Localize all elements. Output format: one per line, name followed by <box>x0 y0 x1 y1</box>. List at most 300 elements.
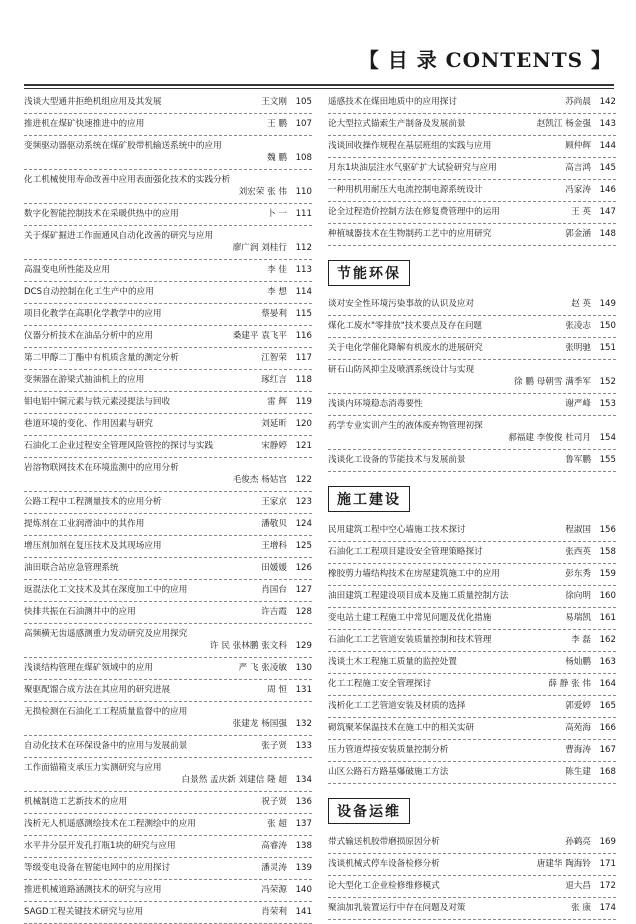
toc-entry-author: 彭东秀 <box>565 569 591 579</box>
toc-entry[interactable] <box>328 92 616 114</box>
toc-entry-author: 王家京 <box>261 497 287 507</box>
toc-entry-title: 变电站土建工程施工中常见问题及优化措施 <box>328 613 492 623</box>
toc-entry-meta <box>24 242 312 254</box>
toc-entry-author: 徐 鹏 母朝雪 满季军 <box>514 377 591 387</box>
toc-entry[interactable] <box>24 436 312 458</box>
toc-entry-author: 江智荣 <box>261 353 287 363</box>
toc-entry-author: 王文刚 <box>261 97 287 107</box>
toc-entry-title: 石油化工工艺管道安装质量控制和技术管理 <box>328 635 492 645</box>
toc-entry[interactable] <box>328 652 616 674</box>
toc-entry-meta <box>258 606 312 618</box>
toc-entry-meta <box>562 320 616 332</box>
toc-entry-title: 增压剂加剂在复压技术及其现场应用 <box>24 541 162 551</box>
toc-entry-page: 168 <box>599 767 616 777</box>
toc-entry-author: 高睿涛 <box>261 841 287 851</box>
toc-entry-author: 廖广润 刘桂行 <box>232 243 287 253</box>
toc-entry-page: 145 <box>599 163 616 173</box>
toc-entry-meta <box>562 836 616 848</box>
toc-entry-title: 浅谈土木工程施工质量的监控处置 <box>328 657 457 667</box>
toc-entry-author: 冯家涛 <box>565 185 591 195</box>
toc-entry-page: 159 <box>599 569 616 579</box>
toc-entry-page: 164 <box>599 679 616 689</box>
toc-entry-page: 156 <box>599 525 616 535</box>
toc-entry[interactable] <box>328 630 616 652</box>
toc-entry-author: 高苑海 <box>565 723 591 733</box>
toc-entry-page: 138 <box>295 841 312 851</box>
toc-entry[interactable] <box>328 876 616 898</box>
toc-entry-meta <box>562 162 616 174</box>
toc-entry-meta <box>236 662 312 674</box>
toc-entry[interactable] <box>328 854 616 876</box>
toc-entry-page: 112 <box>295 243 312 253</box>
toc-entry-title: 石油化工企业过程安全管理风险管控的探讨与实践 <box>24 441 214 451</box>
toc-entry-author: 潘灵涛 <box>261 863 287 873</box>
toc-entry[interactable] <box>24 114 312 136</box>
toc-entry-page: 137 <box>295 819 312 829</box>
toc-entry[interactable] <box>24 348 312 370</box>
contents-title: 【 目 录 CONTENTS 】 <box>358 48 612 72</box>
toc-entry-author: 魏 鹏 <box>267 153 287 163</box>
toc-entry-page: 147 <box>599 207 616 217</box>
toc-entry-page: 136 <box>295 797 312 807</box>
toc-entry-author: 祝子贤 <box>261 797 287 807</box>
toc-entry[interactable] <box>24 558 312 580</box>
toc-entry-author: 许吉霞 <box>261 607 287 617</box>
toc-entry-meta <box>562 96 616 108</box>
toc-entry-page: 163 <box>599 657 616 667</box>
toc-entry-author: 周 恒 <box>267 685 287 695</box>
toc-entry-page: 151 <box>599 343 616 353</box>
toc-entry-page: 113 <box>295 265 312 275</box>
toc-entry-meta <box>258 740 312 752</box>
toc-entry[interactable] <box>24 226 312 260</box>
toc-entry-meta <box>568 206 616 218</box>
toc-entry[interactable] <box>328 542 616 564</box>
toc-entry-title: 浅析化工工艺管道安装及材质的选择 <box>328 701 466 711</box>
toc-entry[interactable] <box>328 696 616 718</box>
toc-entry-page: 166 <box>599 723 616 733</box>
toc-entry[interactable] <box>328 360 616 394</box>
toc-entry-author: 田媛媛 <box>261 563 287 573</box>
toc-entry-page: 154 <box>599 433 616 443</box>
toc-entry-meta <box>562 342 616 354</box>
toc-entry[interactable] <box>328 762 616 784</box>
toc-entry-page: 146 <box>599 185 616 195</box>
toc-entry-meta <box>258 540 312 552</box>
toc-entry-title: 论大型化工企业检修维修模式 <box>328 881 440 891</box>
toc-entry-title: 论大型拉式锚索生产制备及发展前景 <box>328 119 466 129</box>
toc-entry-page: 152 <box>599 377 616 387</box>
toc-entry-page: 149 <box>599 299 616 309</box>
toc-entry[interactable] <box>328 450 616 472</box>
toc-entry[interactable] <box>24 458 312 492</box>
toc-entry-meta <box>258 884 312 896</box>
toc-entry-page: 167 <box>599 745 616 755</box>
toc-entry-meta <box>258 562 312 574</box>
toc-entry-title: 数字化智能控制技术在采暖供热中的应用 <box>24 209 179 219</box>
toc-entry-page: 139 <box>295 863 312 873</box>
toc-entry-meta <box>258 906 312 918</box>
toc-entry-author: 郭爱婷 <box>565 701 591 711</box>
toc-entry-author: 潘敬贝 <box>261 519 287 529</box>
toc-entry-page: 133 <box>295 741 312 751</box>
toc-entry-title: 钼电铝中铜元素与铁元素浸提法与回收 <box>24 397 171 407</box>
toc-entry[interactable] <box>24 260 312 282</box>
toc-entry-meta <box>264 396 312 408</box>
toc-entry-meta <box>258 496 312 508</box>
toc-entry-meta <box>562 228 616 240</box>
toc-entry-meta <box>562 722 616 734</box>
toc-entry-meta <box>534 118 616 130</box>
toc-entry-meta <box>24 774 312 786</box>
toc-entry-author: 郭金涵 <box>565 229 591 239</box>
toc-entry-page: 117 <box>295 353 312 363</box>
toc-entry-meta <box>258 862 312 874</box>
toc-entry-meta <box>258 840 312 852</box>
toc-entry-title: 浅谈内环境稳态消毒要性 <box>328 399 423 409</box>
toc-entry-title: 药学专业实训产生的液体废弃物管理初探 <box>328 421 483 431</box>
toc-entry-meta <box>264 118 312 130</box>
toc-entry-author: 琢红言 <box>261 375 287 385</box>
toc-entry-title: 聚油加乳装置运行中存在问题及对策 <box>328 903 466 913</box>
toc-entry[interactable] <box>328 520 616 542</box>
toc-entry[interactable] <box>24 136 312 170</box>
toc-entry-meta <box>562 140 616 152</box>
toc-entry-author: 卜 一 <box>267 209 287 219</box>
toc-entry[interactable] <box>328 316 616 338</box>
toc-entry-meta <box>562 398 616 410</box>
toc-entry-meta <box>264 264 312 276</box>
section-heading-energy: 节能环保 <box>328 260 616 284</box>
toc-entry-author: 苏尚晨 <box>565 97 591 107</box>
toc-entry-meta <box>562 454 616 466</box>
toc-entry-meta <box>24 640 312 652</box>
header-rule-thin <box>24 88 614 89</box>
left-column <box>24 92 312 924</box>
toc-entry-page: 122 <box>295 475 312 485</box>
toc-entry[interactable] <box>328 586 616 608</box>
toc-entry-title: 一种用机用耐压大电流控制电源系统设计 <box>328 185 483 195</box>
toc-entry-meta <box>562 612 616 624</box>
toc-entry-meta <box>562 590 616 602</box>
toc-entry[interactable] <box>24 170 312 204</box>
toc-entry-meta <box>562 184 616 196</box>
toc-entry-author: 王增科 <box>261 541 287 551</box>
header <box>0 0 636 92</box>
toc-entry-title: 项目化教学在高职化学教学中的应用 <box>24 309 162 319</box>
toc-entry-meta <box>568 902 616 914</box>
toc-entry-author: 陈生建 <box>565 767 591 777</box>
toc-entry-meta <box>328 432 616 444</box>
toc-entry-title: 返混法化工文技术及其在深度加工中的应用 <box>24 585 188 595</box>
toc-entry-page: 134 <box>295 775 312 785</box>
toc-entry[interactable] <box>328 416 616 450</box>
toc-entry-title: 第二甲醇二丁酯中有机质含量的测定分析 <box>24 353 179 363</box>
toc-entry-title: 化工工程施工安全管理探讨 <box>328 679 432 689</box>
toc-entry-author: 谢严峰 <box>565 399 591 409</box>
toc-entry[interactable] <box>328 674 616 696</box>
toc-entry[interactable] <box>24 92 312 114</box>
toc-entry-title: DCS自动控制在化工生产中的应用 <box>24 287 154 297</box>
toc-entry-meta <box>258 796 312 808</box>
toc-entry[interactable] <box>24 736 312 758</box>
toc-entry-meta <box>258 96 312 108</box>
header-rule <box>24 84 614 86</box>
toc-entry[interactable] <box>24 858 312 880</box>
toc-entry-author: 唐建华 陶海铃 <box>536 859 591 869</box>
toc-entry-author: 毛俊杰 杨姑宫 <box>232 475 287 485</box>
toc-entry-title: 水平井分层开发孔打瓶1块的研究与应用 <box>24 841 176 851</box>
toc-entry-title: 岩溶物联网技术在环境监测中的应用分析 <box>24 463 179 473</box>
toc-entry[interactable] <box>328 136 616 158</box>
toc-entry-page: 172 <box>599 881 616 891</box>
toc-entry-page: 153 <box>599 399 616 409</box>
toc-entry-title: 工作面锚箱支承压力实测研究与应用 <box>24 763 162 773</box>
toc-entry-meta <box>24 718 312 730</box>
toc-entry[interactable] <box>328 608 616 630</box>
toc-entry[interactable] <box>328 740 616 762</box>
toc-entry-title: 推进机在煤矿快速推进中的应用 <box>24 119 145 129</box>
toc-entry-title: 高频横无齿遥感测重力发动研究及应用探究 <box>24 629 188 639</box>
toc-entry-title: 变频器在游梁式抽油机上的应用 <box>24 375 145 385</box>
toc-entry-meta <box>545 678 616 690</box>
toc-entry-author: 张 超 <box>267 819 287 829</box>
toc-entry[interactable] <box>328 832 616 854</box>
toc-entry-page: 160 <box>599 591 616 601</box>
toc-entry[interactable] <box>24 702 312 736</box>
toc-entry[interactable] <box>24 392 312 414</box>
toc-entry-page: 158 <box>599 547 616 557</box>
toc-entry[interactable] <box>24 580 312 602</box>
toc-entry-page: 141 <box>295 907 312 917</box>
toc-entry-meta <box>568 298 616 310</box>
toc-entry-meta <box>258 584 312 596</box>
toc-entry[interactable] <box>24 814 312 836</box>
toc-entry-title: 关于煤矿掘进工作面通风自动化改善的研究与应用 <box>24 231 214 241</box>
toc-entry[interactable] <box>328 158 616 180</box>
toc-entry-page: 132 <box>295 719 312 729</box>
toc-entry[interactable] <box>24 680 312 702</box>
toc-entry-meta <box>264 208 312 220</box>
toc-entry-author: 郝福建 李俊俊 杜司月 <box>508 433 591 443</box>
toc-entry[interactable] <box>24 536 312 558</box>
toc-entry-page: 111 <box>295 209 312 219</box>
toc-entry-meta <box>562 524 616 536</box>
toc-entry-title: 遥感技术在煤田地质中的应用探讨 <box>328 97 457 107</box>
toc-entry-page: 169 <box>599 837 616 847</box>
toc-entry[interactable] <box>24 602 312 624</box>
section-heading-equipment: 设备运维 <box>328 798 616 822</box>
toc-entry-title: 无损检测在石油化工工程质量监督中的应用 <box>24 707 188 717</box>
toc-entry[interactable] <box>328 338 616 360</box>
toc-entry-title: 煤化工废水"零排放"技术要点及存在问题 <box>328 321 483 331</box>
toc-entry-title: 石油化工工程项目建设安全管理策略探讨 <box>328 547 483 557</box>
toc-entry-page: 128 <box>295 607 312 617</box>
toc-entry-author: 薛 静 张 伟 <box>548 679 591 689</box>
toc-entry[interactable] <box>24 624 312 658</box>
toc-entry[interactable] <box>24 492 312 514</box>
toc-entry-title: 化工机械使用寿命改善中应用表面强化技术的实践分析 <box>24 175 231 185</box>
toc-entry-author: 宋静婷 <box>261 441 287 451</box>
toc-entry-page: 165 <box>599 701 616 711</box>
toc-entry-author: 赵 英 <box>571 299 591 309</box>
toc-entry[interactable] <box>24 880 312 902</box>
toc-entry[interactable] <box>328 294 616 316</box>
toc-entry-page: 127 <box>295 585 312 595</box>
toc-entry-title: 快排共振在石油测井中的应用 <box>24 607 136 617</box>
toc-entry-title: 论全过程造价控制方法在修复费管理中的运用 <box>328 207 500 217</box>
toc-entry[interactable] <box>24 658 312 680</box>
toc-entry-author: 严 飞 张凌敏 <box>238 663 287 673</box>
toc-entry-page: 142 <box>599 97 616 107</box>
toc-entry[interactable] <box>24 370 312 392</box>
toc-entry-title: 等级变电设备在智能电网中的应用探讨 <box>24 863 171 873</box>
toc-entry-title: 提炼剂在工业润滑油中的其作用 <box>24 519 145 529</box>
toc-entry-author: 肖荣利 <box>261 907 287 917</box>
toc-entry[interactable] <box>328 114 616 136</box>
toc-entry-meta <box>562 700 616 712</box>
toc-entry-meta <box>328 376 616 388</box>
toc-entry[interactable] <box>24 514 312 536</box>
toc-entry-author: 李 想 <box>267 287 287 297</box>
toc-entry-meta <box>258 352 312 364</box>
toc-entry-page: 124 <box>295 519 312 529</box>
toc-entry-page: 174 <box>599 903 616 913</box>
toc-entry-author: 张 康 <box>571 903 591 913</box>
toc-entry-meta <box>24 152 312 164</box>
toc-entry-title: 浅谈机械式停车设备检修分析 <box>328 859 440 869</box>
toc-entry-author: 蔡晏利 <box>261 309 287 319</box>
toc-entry-author: 雷 辉 <box>267 397 287 407</box>
toc-entry-author: 退大昌 <box>565 881 591 891</box>
toc-entry-meta <box>264 818 312 830</box>
toc-entry-title: 浅谈化工设备的节能技术与发展前景 <box>328 455 466 465</box>
toc-entry-title: 民用建筑工程中空心墙施工技术探讨 <box>328 525 466 535</box>
toc-entry-title: SAGD工程关键技术研究与应用 <box>24 907 144 917</box>
toc-entry-title: 关于电化学催化降解有机废水的进展研究 <box>328 343 483 353</box>
toc-entry-page: 105 <box>295 97 312 107</box>
toc-entry[interactable] <box>24 792 312 814</box>
toc-entry[interactable] <box>24 204 312 226</box>
toc-entry-meta <box>258 308 312 320</box>
toc-entry-title: 浅析无人机遥感测绘技术在工程测绘中的应用 <box>24 819 196 829</box>
toc-entry-title: 聚驱配馏合成方法在其应用的研究进展 <box>24 685 171 695</box>
toc-entry-page: 118 <box>295 375 312 385</box>
toc-entry-meta <box>258 440 312 452</box>
toc-entry-page: 114 <box>295 287 312 297</box>
toc-entry[interactable] <box>24 282 312 304</box>
toc-entry[interactable] <box>328 202 616 224</box>
toc-entry-author: 刘延昕 <box>261 419 287 429</box>
toc-entry-title: 种植城器技术在生物制药工艺中的应用研究 <box>328 229 492 239</box>
toc-entry[interactable] <box>328 180 616 202</box>
toc-entry-meta <box>264 286 312 298</box>
toc-entry-page: 161 <box>599 613 616 623</box>
toc-entry-meta <box>24 186 312 198</box>
toc-entry-author: 曹海涛 <box>565 745 591 755</box>
toc-entry-author: 杨灿鹏 <box>565 657 591 667</box>
toc-entry-title: 高温变电所性能及应用 <box>24 265 110 275</box>
toc-entry[interactable] <box>328 394 616 416</box>
toc-entry-meta <box>562 546 616 558</box>
toc-entry-page: 140 <box>295 885 312 895</box>
toc-entry[interactable] <box>24 758 312 792</box>
toc-entry[interactable] <box>328 224 616 246</box>
toc-entry-author: 程淑国 <box>565 525 591 535</box>
toc-entry-meta <box>562 568 616 580</box>
toc-entry-author: 王 鹏 <box>267 119 287 129</box>
toc-entry-title: 研石山防风抑尘及喷洒系统设计与实现 <box>328 365 475 375</box>
toc-entry-author: 桑建平 袁飞平 <box>232 331 287 341</box>
toc-entry-title: 带式输送机胶带磨损原因分析 <box>328 837 440 847</box>
right-column <box>328 92 616 920</box>
toc-entry[interactable] <box>24 414 312 436</box>
toc-entry-page: 116 <box>295 331 312 341</box>
toc-entry-author: 肖国台 <box>261 585 287 595</box>
toc-entry-page: 120 <box>295 419 312 429</box>
toc-entry-title: 浅谈大型通井拒绝机组应用及其发展 <box>24 97 162 107</box>
toc-entry-page: 119 <box>295 397 312 407</box>
toc-entry-page: 148 <box>599 229 616 239</box>
toc-entry-page: 130 <box>295 663 312 673</box>
toc-entry-page: 107 <box>295 119 312 129</box>
toc-entry-page: 129 <box>295 641 312 651</box>
toc-entry-title: 油田联合站应急管理系统 <box>24 563 119 573</box>
toc-entry-page: 155 <box>599 455 616 465</box>
toc-entry-page: 121 <box>295 441 312 451</box>
toc-entry-meta <box>264 684 312 696</box>
toc-entry-meta <box>562 744 616 756</box>
toc-entry-author: 鲁军鹏 <box>565 455 591 465</box>
toc-entry-page: 108 <box>295 153 312 163</box>
toc-entry[interactable] <box>24 326 312 348</box>
toc-entry-title: 巷道环境的变化、作用因素与研究 <box>24 419 153 429</box>
toc-entry-page: 143 <box>599 119 616 129</box>
toc-entry-page: 144 <box>599 141 616 151</box>
toc-entry-meta <box>258 374 312 386</box>
toc-entry-meta <box>534 858 616 870</box>
toc-entry-title: 油田建筑工程建设项目成本及施工质量控制方法 <box>328 591 509 601</box>
toc-entry[interactable] <box>328 718 616 740</box>
toc-entry-title: 自动化技术在环保设备中的应用与发展前景 <box>24 741 188 751</box>
toc-entry-page: 150 <box>599 321 616 331</box>
toc-entry-title: 变频驱动器驱动系统在煤矿胶带机输送系统中的应用 <box>24 141 222 151</box>
toc-entry-title: 推进机械道路涵测技术的研究与应用 <box>24 885 162 895</box>
toc-entry-page: 110 <box>295 187 312 197</box>
toc-entry-author: 李 佳 <box>267 265 287 275</box>
toc-entry-meta <box>562 656 616 668</box>
toc-entry-title: 机械制造工艺新技术的应用 <box>24 797 128 807</box>
toc-entry[interactable] <box>24 836 312 858</box>
toc-entry-author: 张凌志 <box>565 321 591 331</box>
toc-entry-title: 浅谈结构管理在煤矿领域中的应用 <box>24 663 153 673</box>
toc-entry[interactable] <box>328 898 616 920</box>
toc-entry-page: 162 <box>599 635 616 645</box>
toc-entry-title: 谈对安全性环境污染事故的认识及应对 <box>328 299 475 309</box>
toc-entry-author: 顾仲辉 <box>565 141 591 151</box>
toc-entry[interactable] <box>24 902 312 924</box>
toc-entry-author: 张建龙 杨国强 <box>232 719 287 729</box>
toc-entry-page: 171 <box>599 859 616 869</box>
toc-entry-author: 白景然 孟庆新 刘建信 隆 超 <box>181 775 287 785</box>
toc-entry-meta <box>562 766 616 778</box>
toc-entry-meta <box>230 330 312 342</box>
toc-entry-page: 126 <box>295 563 312 573</box>
toc-entry-title: 橡胶剪力墙结构技术在房屋建筑施工中的应用 <box>328 569 500 579</box>
toc-entry-title: 公路工程中工程测量技术的应用分析 <box>24 497 162 507</box>
toc-entry[interactable] <box>328 564 616 586</box>
toc-entry[interactable] <box>24 304 312 326</box>
